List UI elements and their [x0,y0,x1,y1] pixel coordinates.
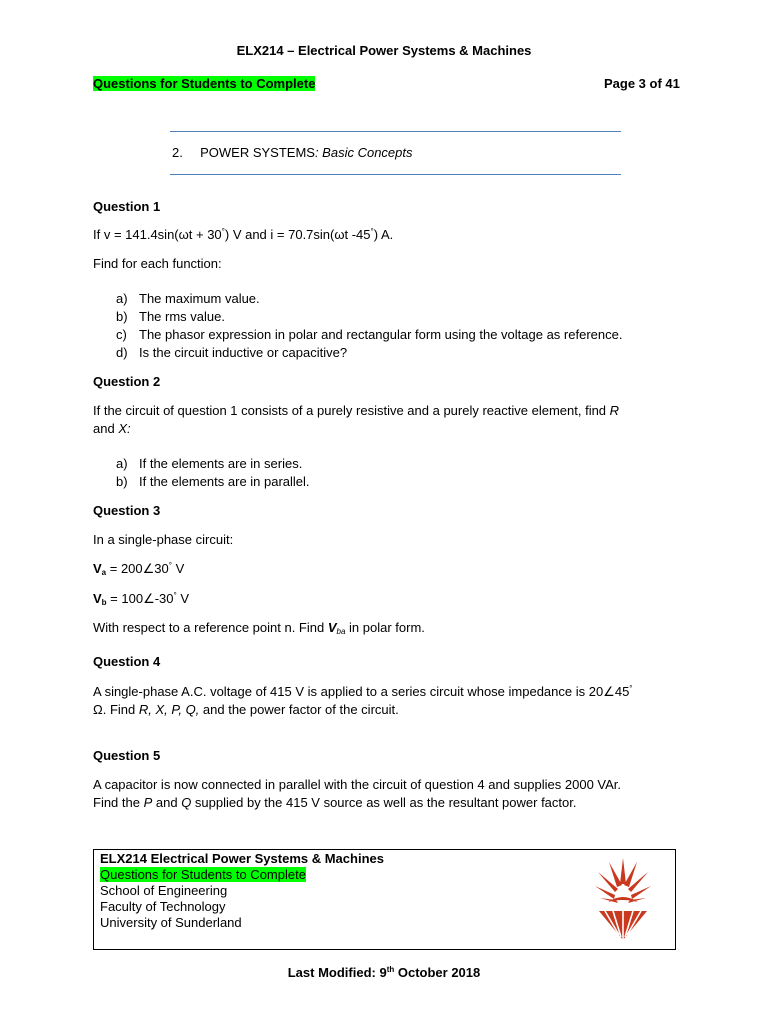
footer-university: University of Sunderland [100,915,242,930]
q5-line1: A capacitor is now connected in parallel with the circuit of question 4 and supplies 2000 VAr. [93,777,622,792]
list-item-label: a) [116,291,128,306]
vba-symbol: V [327,620,337,635]
vb-symbol: V [93,591,102,606]
q4-line2-a: Ω. Find [93,702,139,717]
header-subtitle [93,76,315,91]
list-item-label: a) [116,456,128,471]
va-symbol: V [93,561,102,576]
question-5-statement [93,776,693,812]
list-item-text: The maximum value. [139,291,260,306]
list-item-text: Is the circuit inductive or capacitive? [139,345,348,360]
list-item-text: The rms value. [139,309,225,324]
list-item-label: c) [116,327,127,342]
list-item [116,473,310,491]
university-sunburst-logo-icon [594,856,652,942]
va-unit: V [171,561,185,576]
va-degree: ° [168,561,172,570]
list-item-label: b) [116,309,128,324]
va-subscript: a [101,568,107,577]
footer-subtitle: Questions for Students to Complete [100,867,306,882]
list-item-label: b) [116,474,128,489]
q5-var-p: P [143,795,153,810]
question-3-reference [93,619,683,637]
question-3-va [93,560,683,578]
q1-statement-part2: ) V and i = 70.7sin(ωt -45 [224,227,371,242]
list-item [116,290,622,308]
q4-degree: ° [629,684,633,693]
question-1-prompt: Find for each function: [93,256,222,271]
vb-subscript: b [101,598,107,607]
last-modified-sup: th [386,965,395,974]
section-number: 2. [172,145,183,160]
page-number: Page 3 of 41 [604,76,680,91]
list-item-label: d) [116,345,128,360]
vb-unit: V [176,591,190,606]
q5-line2-b: and [152,795,182,810]
footer-info-box [93,849,676,950]
section-top-rule [170,131,621,132]
last-modified [0,965,768,980]
question-3-vb [93,590,683,608]
q1-degree-1: ° [221,227,225,236]
last-modified-prefix: Last Modified: 9 [287,965,387,980]
q2-var-x: X: [118,421,131,436]
list-item-text: If the elements are in series. [139,456,303,471]
list-item [116,326,622,344]
q2-statement-a: If the circuit of question 1 consists of a purely resistive and a purely reactive element, find [93,403,610,418]
section-title: POWER SYSTEMS [200,145,315,160]
list-item [116,344,622,362]
vba-subscript: ba [336,627,346,636]
vb-value: = 100∠-30 [106,591,174,606]
list-item [116,308,622,326]
q5-line2-a: Find the [93,795,144,810]
q4-line2-b: and the power factor of the circuit. [199,702,399,717]
q2-var-r: R [609,403,620,418]
question-1-heading: Question 1 [93,199,161,214]
q4-vars: R, X, P, Q, [138,702,200,717]
q1-statement-part1: If v = 141.4sin(ωt + 30 [93,227,222,242]
question-3-intro: In a single-phase circuit: [93,532,234,547]
q1-statement-part3: ) A. [373,227,394,242]
q3-ref-b: in polar form. [345,620,425,635]
list-item [116,455,310,473]
footer-course-title: ELX214 Electrical Power Systems & Machines [100,851,384,866]
header-subtitle-text: Questions for Students to Complete [93,76,316,91]
va-value: = 200∠30 [106,561,169,576]
footer-faculty: Faculty of Technology [100,899,226,914]
question-2-heading: Question 2 [93,374,161,389]
q5-var-q: Q [181,795,192,810]
question-1-list [116,290,622,362]
q3-ref-a: With respect to a reference point n. Find [93,620,328,635]
vb-degree: ° [173,591,177,600]
q1-degree-2: ° [370,227,374,236]
list-item-text: The phasor expression in polar and rectangular form using the voltage as reference. [139,327,623,342]
question-5-heading: Question 5 [93,748,161,763]
q4-line1: A single-phase A.C. voltage of 415 V is applied to a series circuit whose impedance is 20∠45 [93,684,630,699]
q5-line2-c: supplied by the 415 V source as well as the resultant power factor. [191,795,577,810]
section-heading [172,145,413,160]
section-subtitle: : Basic Concepts [314,145,413,160]
question-2-list [116,455,310,491]
question-3-heading: Question 3 [93,503,161,518]
footer-school: School of Engineering [100,883,228,898]
question-4-heading: Question 4 [93,654,161,669]
q2-statement-b: and [93,421,119,436]
list-item-text: If the elements are in parallel. [139,474,310,489]
question-1-statement [93,226,683,244]
last-modified-suffix: October 2018 [394,965,481,980]
question-4-statement [93,683,693,719]
course-title: ELX214 – Electrical Power Systems & Machines [236,43,532,58]
section-bottom-rule [170,174,621,175]
question-2-statement [93,402,683,438]
